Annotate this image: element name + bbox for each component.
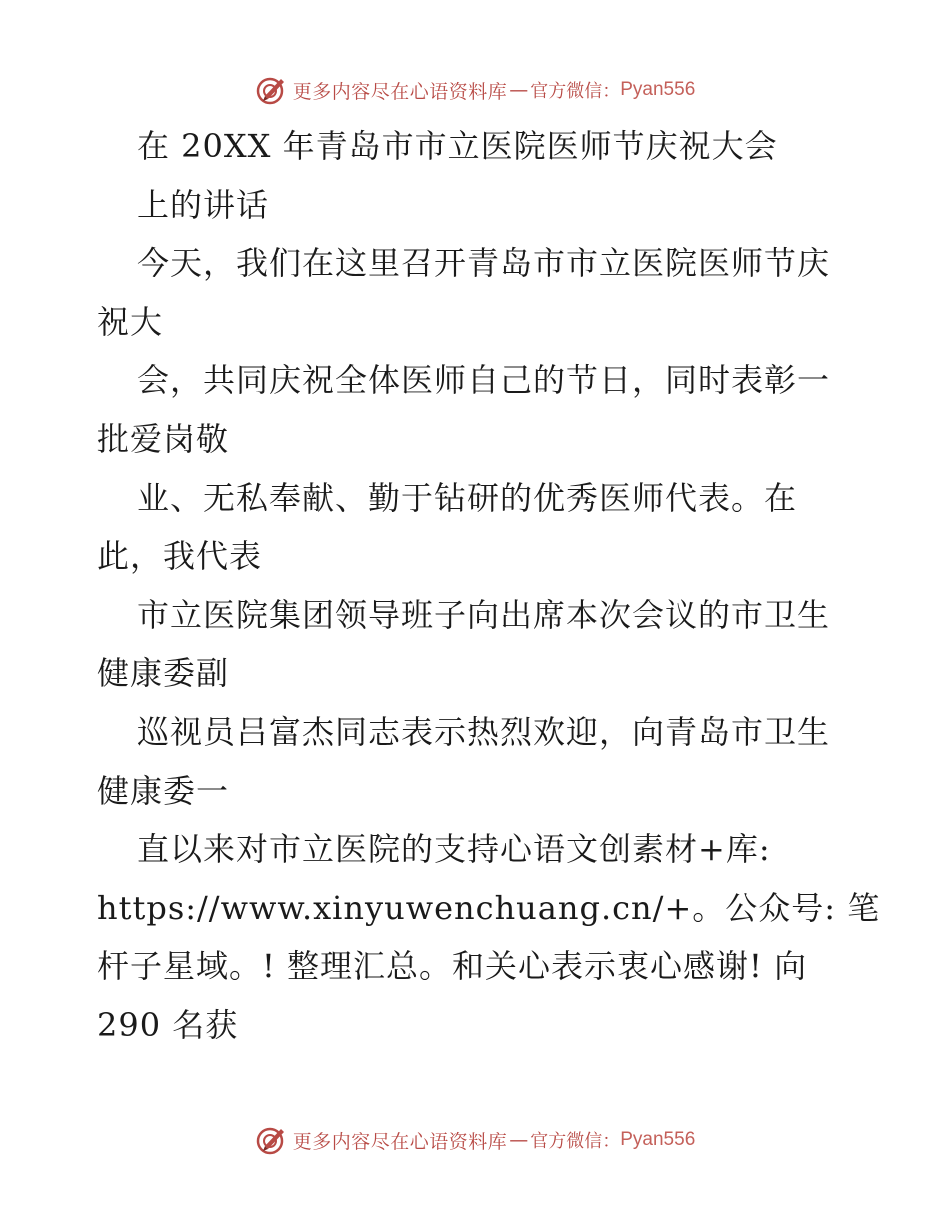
document-line: 今天，我们在这里召开青岛市市立医院医师节庆 [137, 244, 831, 283]
document-line: 批爱岗敬 [97, 419, 230, 458]
document-line: 290 名获 [97, 1005, 239, 1044]
header-watermark-banner [0, 70, 950, 110]
banner-wechat-id: Pyan556 [620, 79, 696, 100]
banner-dash: — [509, 79, 529, 101]
document-line: https://www.xinyuwenchuang.cn/+。公众号: 笔 [97, 888, 881, 927]
banner-wechat-label: 官方微信： [530, 1131, 621, 1152]
document-line: 祝大 [97, 302, 164, 341]
banner-title: 更多内容尽在心语资料库 [292, 1130, 508, 1153]
document-line: 在 20XX 年青岛市市立医院医师节庆祝大会 [137, 127, 778, 165]
banner-wechat-label: 官方微信： [530, 81, 621, 102]
document-body [97, 117, 881, 1055]
document-line: 业、无私奉献、勤于钻研的优秀医师代表。在 [137, 478, 798, 517]
document-line: 此，我代表 [97, 537, 263, 576]
document-line: 杆子星域。! 整理汇总。和关心表示衷心感谢! 向 [97, 947, 808, 986]
footer-watermark-banner [0, 1120, 950, 1160]
banner-wechat-id: Pyan556 [620, 1129, 696, 1150]
document-line: 健康委一 [97, 771, 230, 810]
pen-logo-icon [255, 74, 287, 106]
document-line: 巡视员吕富杰同志表示热烈欢迎，向青岛市卫生 [137, 712, 831, 751]
pen-logo-icon [255, 1124, 287, 1156]
document-line: 直以来对市立医院的支持心语文创素材+库: [137, 830, 771, 869]
document-line: 上的讲话 [137, 185, 270, 224]
document-line: 市立医院集团领导班子向出席本次会议的市卫生 [137, 595, 831, 634]
banner-dash: — [509, 1129, 529, 1151]
banner-title: 更多内容尽在心语资料库 [292, 80, 508, 103]
document-line: 会，共同庆祝全体医师自己的节日，同时表彰一 [137, 361, 831, 400]
document-line: 健康委副 [97, 654, 230, 693]
